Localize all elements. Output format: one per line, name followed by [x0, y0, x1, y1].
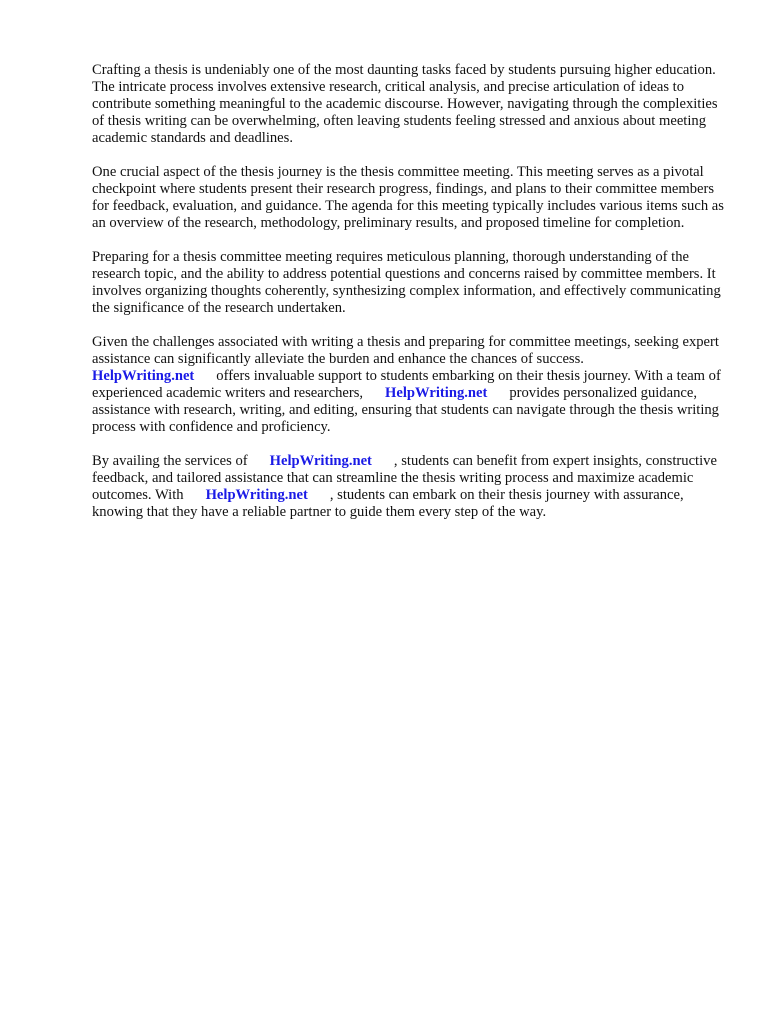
paragraph-services-text-1: By availing the services of	[92, 453, 248, 469]
paragraph-services-text-3: , students can embark on their thesis journey with assurance, knowing that they have a reliable partner to guide them every step of the way.	[92, 487, 684, 520]
helpwriting-link[interactable]: HelpWriting.net	[385, 385, 488, 401]
helpwriting-link[interactable]: HelpWriting.net	[92, 368, 195, 384]
paragraph-services-text-2: , students can benefit from expert insights, constructive feedback, and tailored assistance that can streamline the thesis writing process and maximize academic outcomes. With	[92, 453, 717, 503]
paragraph-assistance-text-3: provides personalized guidance, assistance with research, writing, and editing, ensuring that students can navigate through the thesis writing process with confidence and proficiency.	[92, 385, 719, 435]
paragraph-assistance-text-2: offers invaluable support to students embarking on their thesis journey. With a team of experienced academic writers and researchers,	[92, 368, 721, 401]
paragraph-assistance-text-1: Given the challenges associated with writing a thesis and preparing for committee meetings, seeking expert assistance can significantly alleviate the burden and enhance the chances of success.	[92, 334, 719, 367]
paragraph-preparation: Preparing for a thesis committee meeting requires meticulous planning, thorough understanding of the research topic, and the ability to address potential questions and concerns raised by committee members. It involves organizing thoughts coherently, synthesizing complex information, and effectively communicating the significance of the research undertaken.	[92, 249, 721, 316]
helpwriting-link[interactable]: HelpWriting.net	[269, 453, 372, 469]
paragraph-intro: Crafting a thesis is undeniably one of the most daunting tasks faced by students pursuing higher education. The intricate process involves extensive research, critical analysis, and precise articulation of ideas to contribute something meaningful to the academic discourse. However, navigating through the complexities of thesis writing can be overwhelming, often leaving students feeling stressed and anxious about meeting academic standards and deadlines.	[92, 62, 718, 146]
paragraph-services	[92, 453, 724, 521]
document-body	[92, 62, 724, 538]
helpwriting-link[interactable]: HelpWriting.net	[205, 487, 308, 503]
paragraph-committee-meeting: One crucial aspect of the thesis journey is the thesis committee meeting. This meeting serves as a pivotal checkpoint where students present their research progress, findings, and plans to their committee members for feedback, evaluation, and guidance. The agenda for this meeting typically includes various items such as an overview of the research, methodology, preliminary results, and proposed timeline for completion.	[92, 164, 724, 231]
paragraph-assistance	[92, 334, 724, 436]
